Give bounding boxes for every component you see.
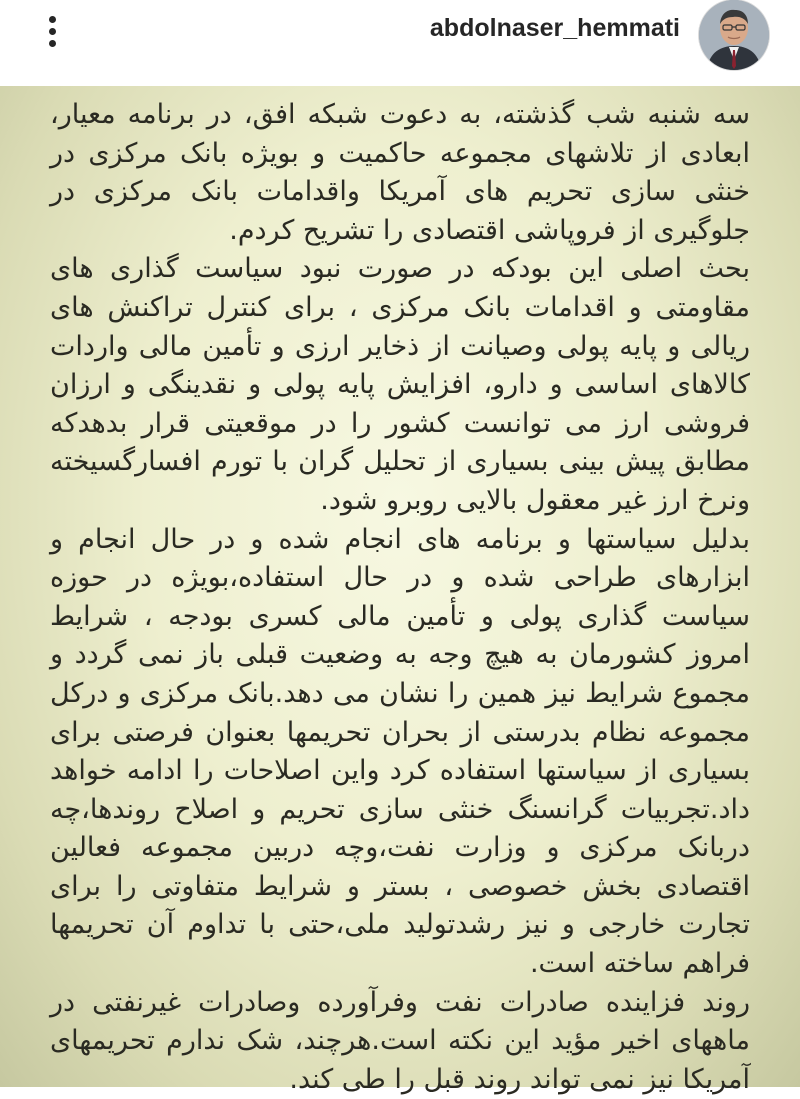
post-paragraph-2: بحث اصلی این بودکه در صورت نبود سیاست گذاری های مقاومتی و اقدامات بانک مرکزی ، برای کنترل تراکنش های ریالی و پایه پولی وصیانت از ذخایر ارزی و تأمین مالی واردات کالاهای اساسی و دارو، افزایش پایه پولی و نقدینگی و ارزان فروشی ارز می توانست کشور را در موقعیتی قرار بدهدکه مطابق پیش بینی بسیاری از تحلیل گران با تورم افسارگسیخته ونرخ ارز غیر معقول بالایی روبرو شود. xyxy=(50,253,750,516)
post-image xyxy=(0,86,800,1095)
profile-photo-icon xyxy=(699,0,769,70)
post-paragraph-3: بدلیل سیاستها و برنامه های انجام شده و در حال انجام و ابزارهای طراحی شده و در حال استفاده،بویژه در حوزه سیاست گذاری پولی و تأمین مالی کسری بودجه ، شرایط امروز کشورمان به هیچ وجه به وضعیت قبلی باز نمی گردد و مجموع شرایط نیز همین را نشان می دهد.بانک مرکزی و درکل مجموعه نظام بدرستی از بحران تحریمها بعنوان فرصتی برای بسیاری از سیاستها استفاده کرد واین اصلاحات را ادامه خواهد داد.تجربیات گرانسنگ خنثی سازی تحریم و اصلاح روندها،چه دربانک مرکزی و وزارت نفت،وچه دربین مجموعه فعالین اقتصادی بخش خصوصی ، بستر و شرایط متفاوتی را برای تجارت خارجی و نیز رشدتولید ملی،حتی با تداوم آن تحریمها فراهم ساخته است. xyxy=(50,523,750,980)
avatar[interactable] xyxy=(699,0,769,70)
post-paragraph-1: سه شنبه شب گذشته، به دعوت شبکه افق، در برنامه معیار، ابعادی از تلاشهای مجموعه حاکمیت و بویژه بانک مرکزی در خنثی سازی تحریم های آمریکا واقدامات بانک مرکزی در جلوگیری از فروپاشی اقتصادی را تشریح کردم. xyxy=(50,99,750,246)
username-link[interactable]: abdolnaser_hemmati xyxy=(429,14,680,42)
post-header xyxy=(0,0,800,85)
more-options-button[interactable] xyxy=(38,12,68,52)
post-paragraph-4: روند فزاینده صادرات نفت وفرآورده وصادرات غیرنفتی در ماههای اخیر مؤید این نکته است.هرچند، شک ندارم تحریمهای آمریکا نیز نمی تواند روند قبل را طی کند. xyxy=(50,986,750,1095)
post-text xyxy=(50,96,750,1099)
